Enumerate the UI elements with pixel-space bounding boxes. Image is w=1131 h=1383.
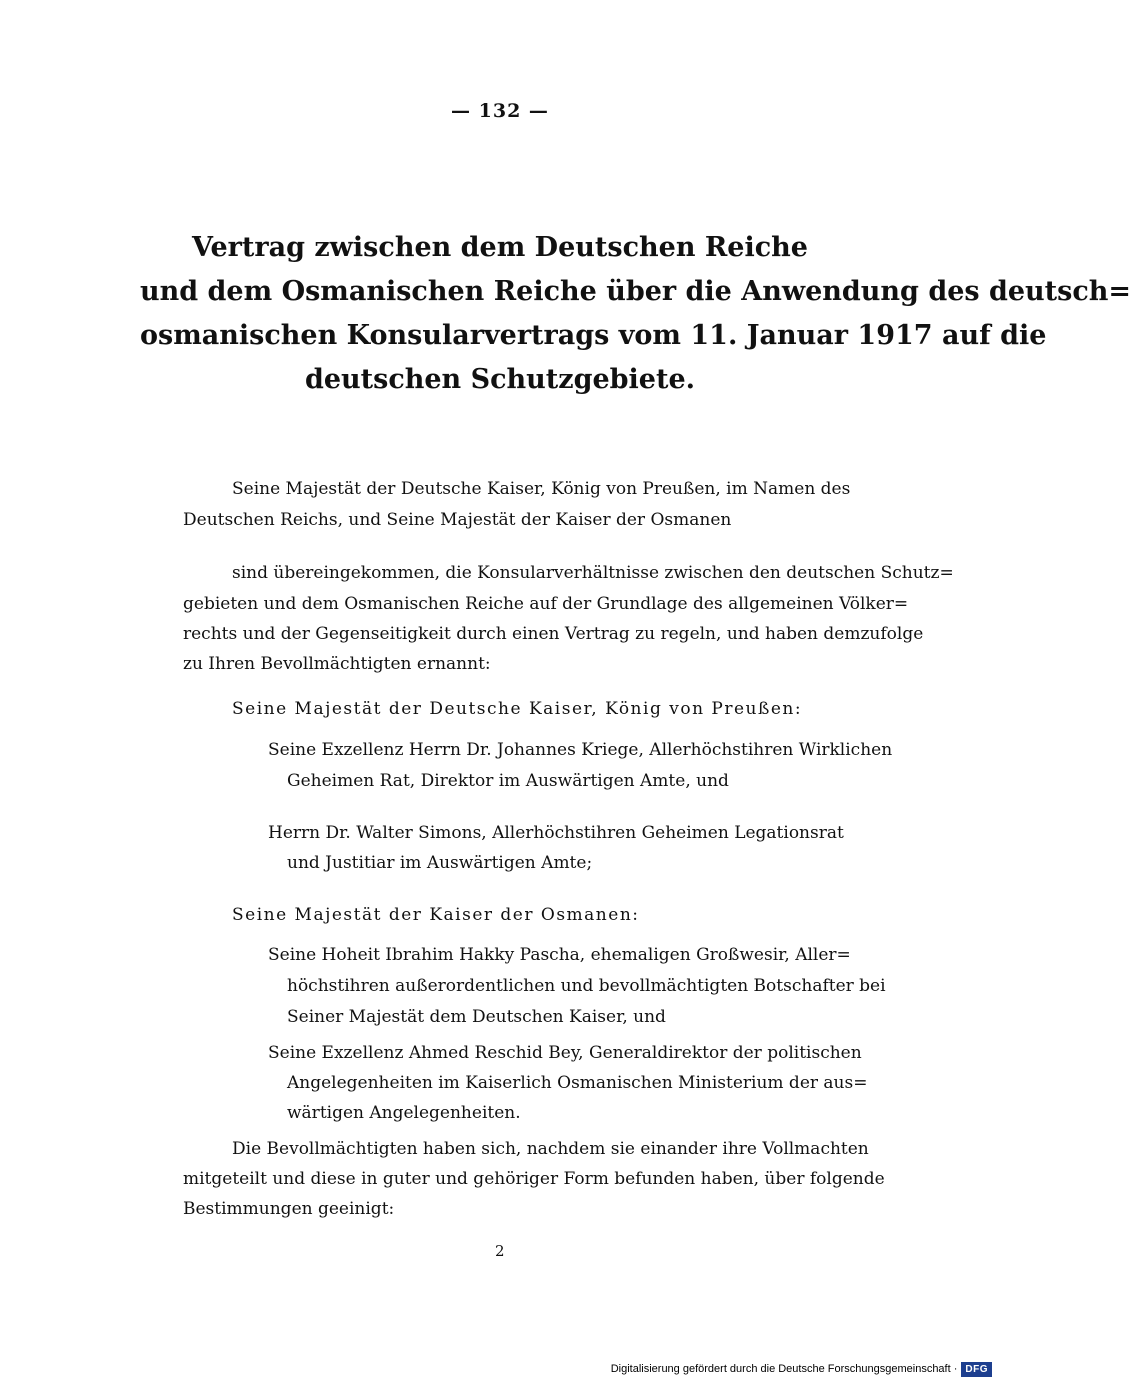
signature-mark: 2 <box>495 1242 505 1260</box>
closing-line: Bestimmungen geeinigt: <box>183 1199 395 1219</box>
simons-line: und Justitiar im Auswärtigen Amte; <box>287 853 593 873</box>
reschid-line: wärtigen Angelegenheiten. <box>287 1103 521 1123</box>
reschid-line: Angelegenheiten im Kaiserlich Osmanischen Ministerium der aus= <box>287 1073 868 1093</box>
german-side-heading: Seine Majestät der Deutsche Kaiser, König von Preußen: <box>232 699 803 719</box>
closing-line: mitgeteilt und diese in guter und gehöriger Form befunden haben, über folgende <box>183 1169 885 1189</box>
intro-line: Seine Majestät der Deutsche Kaiser, König von Preußen, im Namen des <box>232 479 851 499</box>
title-line: und dem Osmanischen Reiche über die Anwendung des deutsch= <box>140 276 1131 307</box>
ottoman-side-heading: Seine Majestät der Kaiser der Osmanen: <box>232 905 640 925</box>
kriege-line: Seine Exzellenz Herrn Dr. Johannes Kriege, Allerhöchstihren Wirklichen <box>268 740 893 760</box>
agreement-line: rechts und der Gegenseitigkeit durch einen Vertrag zu regeln, und haben demzufolge <box>183 624 924 644</box>
page-number: — 132 — <box>451 100 549 122</box>
agreement-line: gebieten und dem Osmanischen Reiche auf der Grundlage des allgemeinen Völker= <box>183 594 909 614</box>
title-line: osmanischen Konsularvertrags vom 11. Januar 1917 auf die <box>140 320 1047 351</box>
footer-text: Digitalisierung gefördert durch die Deutsche Forschungsgemeinschaft · <box>610 1363 958 1375</box>
digitization-footer <box>611 1359 992 1379</box>
simons-line: Herrn Dr. Walter Simons, Allerhöchstihren Geheimen Legationsrat <box>268 823 844 843</box>
closing-line: Die Bevollmächtigten haben sich, nachdem sie einander ihre Vollmachten <box>232 1139 869 1159</box>
hakky-line: höchstihren außerordentlichen und bevollmächtigten Botschafter bei <box>287 976 886 996</box>
title-line: deutschen Schutzgebiete. <box>304 364 696 395</box>
document-title <box>140 226 1131 402</box>
title-line: Vertrag zwischen dem Deutschen Reiche <box>192 232 808 263</box>
agreement-line: zu Ihren Bevollmächtigten ernannt: <box>183 654 491 674</box>
hakky-line: Seine Hoheit Ibrahim Hakky Pascha, ehemaligen Großwesir, Aller= <box>268 945 851 965</box>
dfg-logo: DFG <box>961 1362 992 1377</box>
kriege-line: Geheimen Rat, Direktor im Auswärtigen Amte, und <box>287 771 729 791</box>
hakky-line: Seiner Majestät dem Deutschen Kaiser, und <box>287 1007 666 1027</box>
reschid-line: Seine Exzellenz Ahmed Reschid Bey, Generaldirektor der politischen <box>268 1043 862 1063</box>
agreement-line: sind übereingekommen, die Konsularverhältnisse zwischen den deutschen Schutz= <box>232 563 954 583</box>
intro-line: Deutschen Reichs, und Seine Majestät der Kaiser der Osmanen <box>183 510 732 530</box>
